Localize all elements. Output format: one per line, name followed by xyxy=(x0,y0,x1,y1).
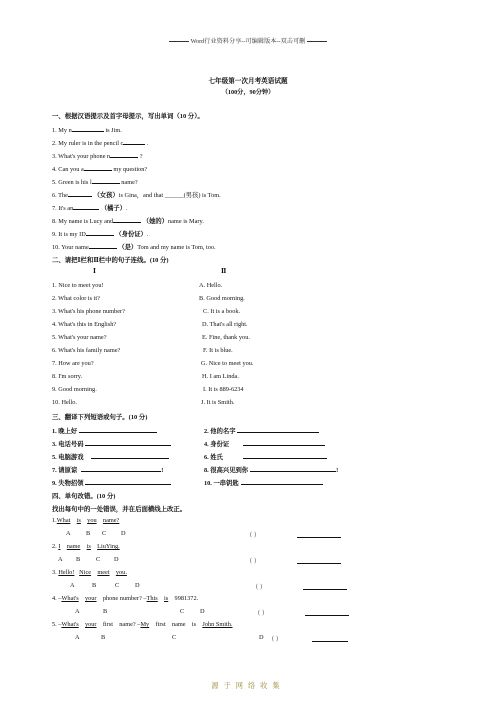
answer-paren: （ ） xyxy=(246,532,261,539)
match-right-item: G. Nice to meet you. xyxy=(201,360,254,367)
option-letter: A xyxy=(75,608,80,615)
header-rule-right xyxy=(307,41,327,42)
match-right-item: A. Hello. xyxy=(199,282,223,289)
document-title: 七年级第一次月考英语试题 xyxy=(208,78,288,85)
s1-item-7: 7. It's an （橘子）. xyxy=(52,205,128,212)
answer-blank[interactable] xyxy=(85,439,171,446)
column-1-label: Ⅰ xyxy=(93,268,96,275)
answer-blank[interactable] xyxy=(243,439,325,446)
error-q4: 4. –What's your phone number? –This is 9981372. xyxy=(52,595,199,602)
option-letter: D xyxy=(200,608,205,615)
translate-item: 8. 很高兴见到你 ! xyxy=(204,467,339,474)
s1-item-4: 4. Can you a my question? xyxy=(52,166,148,173)
match-right-item: B. Good morning. xyxy=(199,295,245,302)
answer-blank[interactable] xyxy=(110,151,138,158)
answer-blank[interactable] xyxy=(72,125,104,132)
s1-item-6: 6. The （女孩）is Gina，and that ______(男孩) is Tom. xyxy=(52,192,221,199)
section-2-heading: 二、请把Ⅰ栏和Ⅱ栏中的句子连线。(10 分) xyxy=(52,257,169,264)
answer-blank[interactable] xyxy=(250,465,336,472)
answer-blank[interactable] xyxy=(79,426,157,433)
match-left-item: 4. What's this in English? xyxy=(52,321,117,328)
option-letter: C xyxy=(172,634,177,641)
section-1-heading: 一、根据汉语提示及首字母提示，写出单词（10 分）。 xyxy=(52,113,204,120)
match-right-item: H. I am Linda. xyxy=(202,373,239,380)
document-subtitle: （100分，90分钟） xyxy=(221,89,275,96)
error-q1: 1.What is you name? xyxy=(52,517,120,524)
answer-blank[interactable] xyxy=(237,426,319,433)
option-letter: A xyxy=(66,530,71,537)
s1-item-8: 8. My name is Lucy and （她的）name is Mary. xyxy=(52,218,204,225)
match-left-item: 5. What's your name? xyxy=(52,334,107,341)
translate-item: 3. 电话号码 xyxy=(52,439,171,448)
match-left-item: 8. I'm sorry. xyxy=(52,373,83,380)
option-letter: D xyxy=(114,556,119,563)
s1-item-1: 1. My n is Jim. xyxy=(52,127,122,134)
match-right-item: I. It is 889-6234 xyxy=(203,386,244,393)
match-left-item: 10. Hello. xyxy=(52,399,78,406)
answer-paren: （ ） xyxy=(246,558,261,565)
option-letter: C xyxy=(96,556,101,563)
option-letter: B xyxy=(92,582,97,589)
translate-item: 6. 姓氏 xyxy=(204,452,327,461)
match-left-item: 6. What's his family name? xyxy=(52,347,121,354)
match-left-item: 3. What's his phone number? xyxy=(52,308,125,315)
option-letter: A xyxy=(75,634,80,641)
error-q3: 3. Hello! Nice meet you. xyxy=(52,569,127,576)
error-q5: 5. –What's your first name? –My first name is John Smith. xyxy=(52,621,233,628)
translate-item: 10. 一串钥匙 xyxy=(204,478,323,487)
s1-item-2: 2. My ruler is in the pencil c . xyxy=(52,140,149,147)
page-footer: 源于网络收集 xyxy=(211,682,285,690)
answer-blank[interactable] xyxy=(92,177,120,184)
answer-blank[interactable] xyxy=(312,635,348,642)
answer-blank[interactable] xyxy=(86,229,114,236)
option-letter: D xyxy=(259,634,264,641)
answer-paren: （ ） xyxy=(254,610,269,617)
answer-blank[interactable] xyxy=(73,203,99,210)
answer-blank[interactable] xyxy=(84,164,112,171)
error-q2: 2. I name is LiuYing. xyxy=(52,543,120,550)
answer-blank[interactable] xyxy=(297,531,341,538)
translate-item: 5. 电脑游戏 xyxy=(52,452,169,461)
option-letter: C xyxy=(102,530,107,537)
option-letter: D xyxy=(135,582,140,589)
answer-blank[interactable] xyxy=(297,557,341,564)
s1-item-10: 10. Your name （是）Tom and my name is Tom, too. xyxy=(52,244,216,251)
option-letter: A xyxy=(58,556,63,563)
match-right-item: C. It is a book. xyxy=(203,308,241,315)
section-3-heading: 三、翻译下列短语或句子。(10 分) xyxy=(52,414,148,421)
page-header xyxy=(0,36,496,45)
translate-item: 4. 身份证 xyxy=(204,439,325,448)
option-letter: B xyxy=(86,530,91,537)
header-text: Word行业资料分享--可编辑版本--双击可删 xyxy=(190,38,306,45)
answer-blank[interactable] xyxy=(89,242,117,249)
match-left-item: 9. Good morning. xyxy=(52,386,97,393)
translate-item: 7. 请原谅 ! xyxy=(52,467,164,474)
option-letter: B xyxy=(101,634,106,641)
section-4-instruction: 找出每句中的一处错误，并在后面横线上改正。 xyxy=(52,506,187,513)
option-letter: B xyxy=(103,608,108,615)
answer-blank[interactable] xyxy=(243,452,327,459)
match-left-item: 2. What color is it? xyxy=(52,295,100,302)
answer-blank[interactable] xyxy=(241,478,323,485)
s1-item-3: 3. What's your phone n ? xyxy=(52,153,143,160)
answer-blank[interactable] xyxy=(303,583,347,590)
match-left-item: 1. Nice to meet you! xyxy=(52,282,104,289)
option-letter: D xyxy=(121,530,126,537)
match-right-item: D. That's all right. xyxy=(202,321,248,328)
section-4-heading: 四、单句改错。(10 分) xyxy=(52,493,116,500)
translate-item: 2. 他的名字 xyxy=(204,426,319,435)
header-rule-left xyxy=(169,41,189,42)
match-right-item: J. It is Smith. xyxy=(201,399,235,406)
answer-blank[interactable] xyxy=(113,216,141,223)
option-letter: A xyxy=(70,582,75,589)
s1-item-5: 5. Green is his l name? xyxy=(52,179,138,186)
answer-blank[interactable] xyxy=(81,465,161,472)
option-letter: C xyxy=(115,582,120,589)
match-right-item: F. It is blue. xyxy=(203,347,233,354)
match-right-item: E. Fine, thank you. xyxy=(202,334,250,341)
answer-blank[interactable] xyxy=(305,609,349,616)
answer-paren: （ ） xyxy=(268,636,283,643)
option-letter: B xyxy=(76,556,81,563)
answer-blank[interactable] xyxy=(68,190,92,197)
column-2-label: Ⅱ xyxy=(221,268,227,275)
translate-item: 9. 失物招领 xyxy=(52,478,171,487)
translate-item: 1. 晚上好 xyxy=(52,426,157,435)
option-letter: C xyxy=(180,608,185,615)
answer-paren: （ ） xyxy=(252,584,267,591)
answer-blank[interactable] xyxy=(91,452,169,459)
s1-item-9: 9. It is my ID （身份证）. xyxy=(52,231,149,238)
answer-blank[interactable] xyxy=(123,138,145,145)
answer-blank[interactable] xyxy=(85,478,171,485)
match-left-item: 7. How are you? xyxy=(52,360,94,367)
